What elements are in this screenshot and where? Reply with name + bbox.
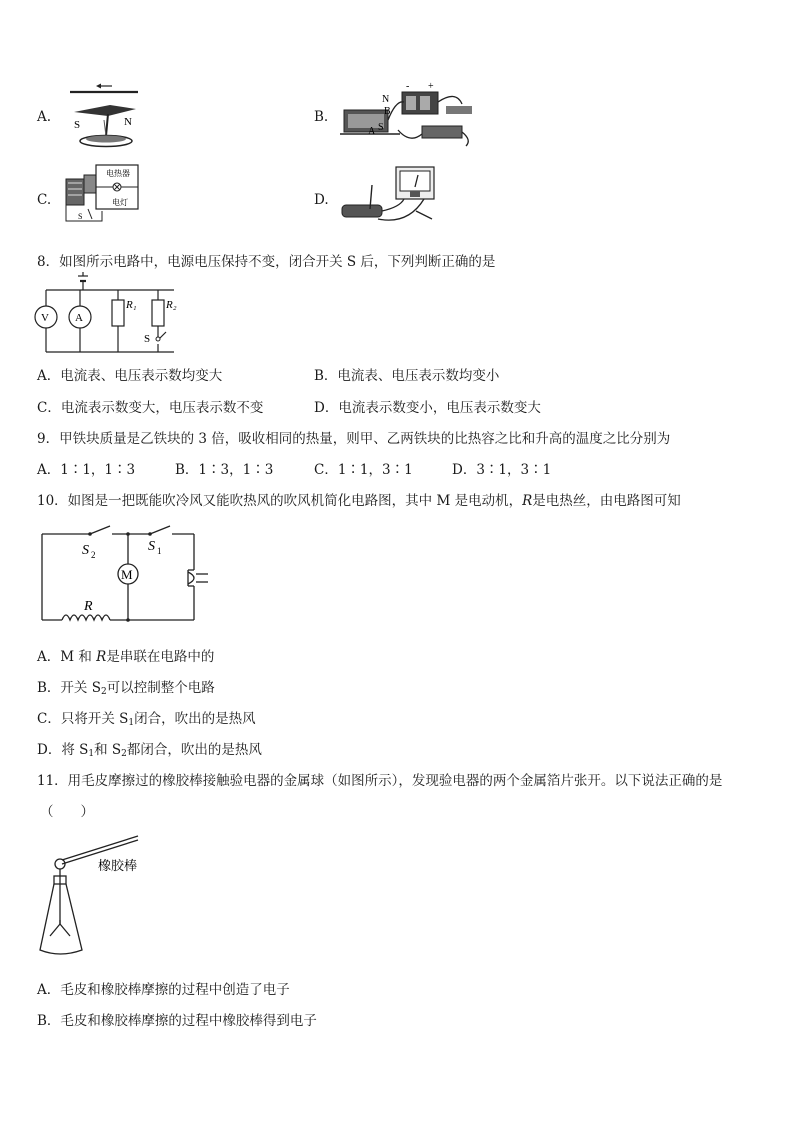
q7-fig-a-s: S xyxy=(74,119,81,131)
q8-option-c[interactable]: C．电流表示数变大，电压表示数不变 xyxy=(37,400,264,416)
q8-stem: 8．如图所示电路中，电源电压保持不变，闭合开关 S 后，下列判断正确的是 xyxy=(37,254,496,270)
q10-option-c[interactable]: C．只将开关 $S_1$闭合，吹出的是热风 xyxy=(37,711,256,728)
q7-fig-b-b: B xyxy=(384,106,391,117)
q10-s1-sub: 1 xyxy=(157,546,162,556)
q7-option-c-key[interactable]: C. xyxy=(37,192,52,208)
q8-voltmeter-label: V xyxy=(41,312,49,324)
q7-fig-b-n: N xyxy=(382,94,390,105)
q8-option-b[interactable]: B．电流表、电压表示数均变小 xyxy=(314,368,500,384)
q10-s2-label: S xyxy=(82,543,89,558)
q7-option-b-key[interactable]: B. xyxy=(314,109,329,125)
q7-option-d-key[interactable]: D. xyxy=(314,192,329,208)
q7-fig-b-s: S xyxy=(378,122,384,133)
q8-r1-label: R₁ xyxy=(126,299,137,311)
q7-fig-b-a: A xyxy=(368,126,376,137)
q9-option-a[interactable]: A．1∶1，1∶3 xyxy=(37,462,136,478)
q7-fig-c-switch: S xyxy=(78,212,83,221)
q8-circuit-diagram xyxy=(34,272,184,358)
q8-r2-label: R₂ xyxy=(166,299,177,311)
q10-option-a[interactable]: A．M 和 R是串联在电路中的 xyxy=(37,649,215,665)
q9-option-c[interactable]: C．1∶1，3∶1 xyxy=(314,462,413,478)
q11-stem: 11．用毛皮摩擦过的橡胶棒接触验电器的金属球（如图所示），发现验电器的两个金属箔片张开。以下说法正确的是 xyxy=(37,773,723,789)
q7-fig-b-minus: - xyxy=(406,81,410,92)
q7-figure-a-compass xyxy=(62,78,142,154)
q11-answer-paren: （ ） xyxy=(40,804,94,820)
q10-option-d[interactable]: D．将 $S_1$和 $S_2$都闭合，吹出的是热风 xyxy=(37,742,262,759)
q8-option-a[interactable]: A．电流表、电压表示数均变大 xyxy=(37,368,223,384)
q11-rubber-rod-label: 橡胶棒 xyxy=(98,859,138,874)
q11-electroscope-figure xyxy=(34,832,164,962)
q8-switch-label: S xyxy=(144,333,151,345)
q10-resistor-label: R xyxy=(84,599,93,614)
q10-option-b[interactable]: B．开关 $S_2$可以控制整个电路 xyxy=(37,680,215,697)
q7-fig-a-n: N xyxy=(124,116,132,128)
q7-fig-c-heater: 电热器 xyxy=(106,169,130,178)
q7-figure-d-generator-setup xyxy=(338,163,444,227)
q9-stem: 9．甲铁块质量是乙铁块的 3 倍，吸收相同的热量，则甲、乙两铁块的比热容之比和升高的温度之比分别为 xyxy=(37,431,671,447)
q10-motor-label: M xyxy=(121,567,133,582)
q8-option-d[interactable]: D．电流表示数变小，电压表示数变大 xyxy=(314,400,541,416)
q8-ammeter-label: A xyxy=(75,312,83,324)
q10-stem: 10．如图是一把既能吹冷风又能吹热风的吹风机简化电路图，其中 M 是电动机，R是电热丝，由电路图可知 xyxy=(37,493,681,509)
q11-option-a[interactable]: A．毛皮和橡胶棒摩擦的过程中创造了电子 xyxy=(37,982,290,998)
q7-fig-c-lamp: 电灯 xyxy=(112,198,128,207)
q10-hairdryer-circuit xyxy=(38,522,218,630)
q10-s2-sub: 2 xyxy=(91,550,96,560)
q10-s1-label: S xyxy=(148,539,155,554)
q9-option-b[interactable]: B．1∶3，1∶3 xyxy=(175,462,274,478)
q7-figure-b-motor-setup xyxy=(338,80,478,152)
q7-figure-c-relay-circuit xyxy=(62,161,144,227)
q7-fig-b-plus: + xyxy=(428,81,434,92)
q7-option-a-key[interactable]: A. xyxy=(37,109,52,125)
q9-option-d[interactable]: D．3∶1，3∶1 xyxy=(452,462,552,478)
q11-option-b[interactable]: B．毛皮和橡胶棒摩擦的过程中橡胶棒得到电子 xyxy=(37,1013,317,1029)
